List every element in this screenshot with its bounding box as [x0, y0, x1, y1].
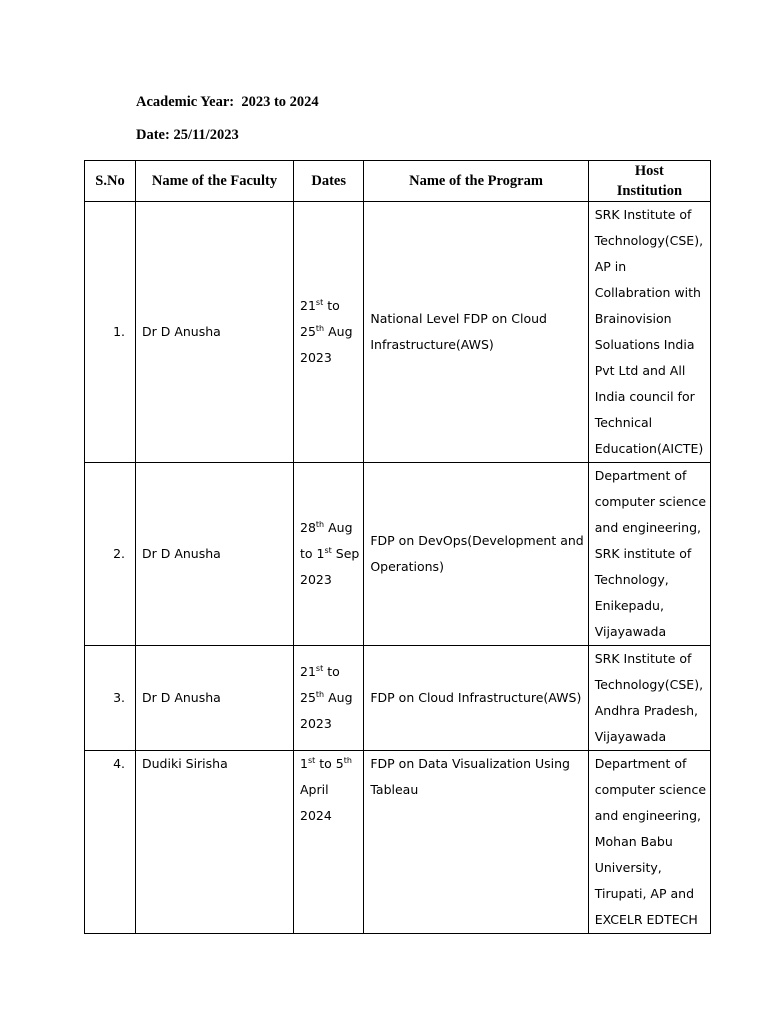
program-line: National Level FDP on Cloud: [370, 311, 547, 326]
cell-program: [364, 202, 588, 463]
cell-dates: [294, 751, 364, 934]
host-line: Soluations India: [594, 337, 695, 352]
cell-sno: 1.: [85, 202, 136, 463]
table-header-row: [85, 161, 711, 202]
host-line: Collabration with: [594, 285, 701, 300]
date-line: April: [300, 782, 329, 797]
cell-faculty: Dr D Anusha: [136, 202, 294, 463]
host-line: Department of: [594, 756, 687, 771]
date-line: 21st to: [300, 297, 340, 313]
program-line: FDP on Cloud Infrastructure(AWS): [370, 690, 582, 705]
program-line: Tableau: [370, 782, 419, 797]
host-line: Technology(CSE),: [594, 677, 704, 692]
program-line: FDP on DevOps(Development and: [370, 533, 584, 548]
program-line: Operations): [370, 559, 444, 574]
host-line: Enikepadu,: [594, 598, 664, 613]
cell-dates: [294, 463, 364, 646]
cell-dates: [294, 202, 364, 463]
date-line: to 1st Sep: [300, 545, 360, 561]
date-line: 28th Aug: [300, 519, 353, 535]
header-host: [588, 161, 710, 202]
host-line: Vijayawada: [594, 624, 667, 639]
host-line: and engineering,: [594, 520, 701, 535]
host-line: Department of: [594, 468, 687, 483]
host-line: Pvt Ltd and All: [594, 363, 686, 378]
table-row: [85, 751, 711, 934]
date-line: 2023: [300, 572, 332, 587]
host-line: India council for: [594, 389, 695, 404]
program-line: FDP on Data Visualization Using: [370, 756, 570, 771]
host-line: University,: [594, 860, 662, 875]
table-row: [85, 463, 711, 646]
host-line: AP in: [594, 259, 627, 274]
date-line: 2023: [300, 716, 332, 731]
document-date: Date: 25/11/2023: [136, 127, 239, 143]
header-sno: S.No: [85, 161, 136, 202]
date-line: 1st to 5th: [300, 755, 352, 771]
header-faculty: Name of the Faculty: [136, 161, 294, 202]
header-host-line2: Institution: [616, 183, 683, 199]
cell-host-institution: [588, 202, 710, 463]
date-line: 25th Aug: [300, 689, 353, 705]
table-row: [85, 646, 711, 751]
cell-program: [364, 751, 588, 934]
host-line: Brainovision: [594, 311, 672, 326]
date-line: 25th Aug: [300, 323, 353, 339]
cell-faculty: Dr D Anusha: [136, 646, 294, 751]
header-program: Name of the Program: [364, 161, 588, 202]
host-line: computer science: [594, 782, 707, 797]
cell-dates: [294, 646, 364, 751]
cell-faculty: Dr D Anusha: [136, 463, 294, 646]
host-line: Tirupati, AP and: [594, 886, 695, 901]
host-line: SRK Institute of: [594, 207, 692, 222]
cell-host-institution: [588, 463, 710, 646]
host-line: Mohan Babu: [594, 834, 673, 849]
header-host-line1: Host: [634, 163, 664, 179]
faculty-program-table: [84, 160, 711, 934]
table-row: [85, 202, 711, 463]
date-line: 21st to: [300, 663, 340, 679]
host-line: Technology(CSE),: [594, 233, 704, 248]
date-line: 2024: [300, 808, 332, 823]
program-line: Infrastructure(AWS): [370, 337, 494, 352]
date-line: 2023: [300, 350, 332, 365]
cell-host-institution: [588, 751, 710, 934]
host-line: Technical: [594, 415, 653, 430]
host-line: EXCELR EDTECH: [594, 912, 698, 927]
cell-sno: 2.: [85, 463, 136, 646]
host-line: Education(AICTE): [594, 441, 704, 456]
cell-sno: 4.: [85, 751, 136, 934]
header-dates: Dates: [294, 161, 364, 202]
cell-program: [364, 463, 588, 646]
host-line: Vijayawada: [594, 729, 667, 744]
host-line: Technology,: [594, 572, 669, 587]
cell-host-institution: [588, 646, 710, 751]
host-line: SRK Institute of: [594, 651, 692, 666]
cell-faculty: Dudiki Sirisha: [136, 751, 294, 934]
host-line: computer science: [594, 494, 707, 509]
host-line: SRK institute of: [594, 546, 692, 561]
academic-year-heading: Academic Year: 2023 to 2024: [136, 94, 319, 110]
cell-sno: 3.: [85, 646, 136, 751]
host-line: and engineering,: [594, 808, 701, 823]
cell-program: [364, 646, 588, 751]
host-line: Andhra Pradesh,: [594, 703, 698, 718]
